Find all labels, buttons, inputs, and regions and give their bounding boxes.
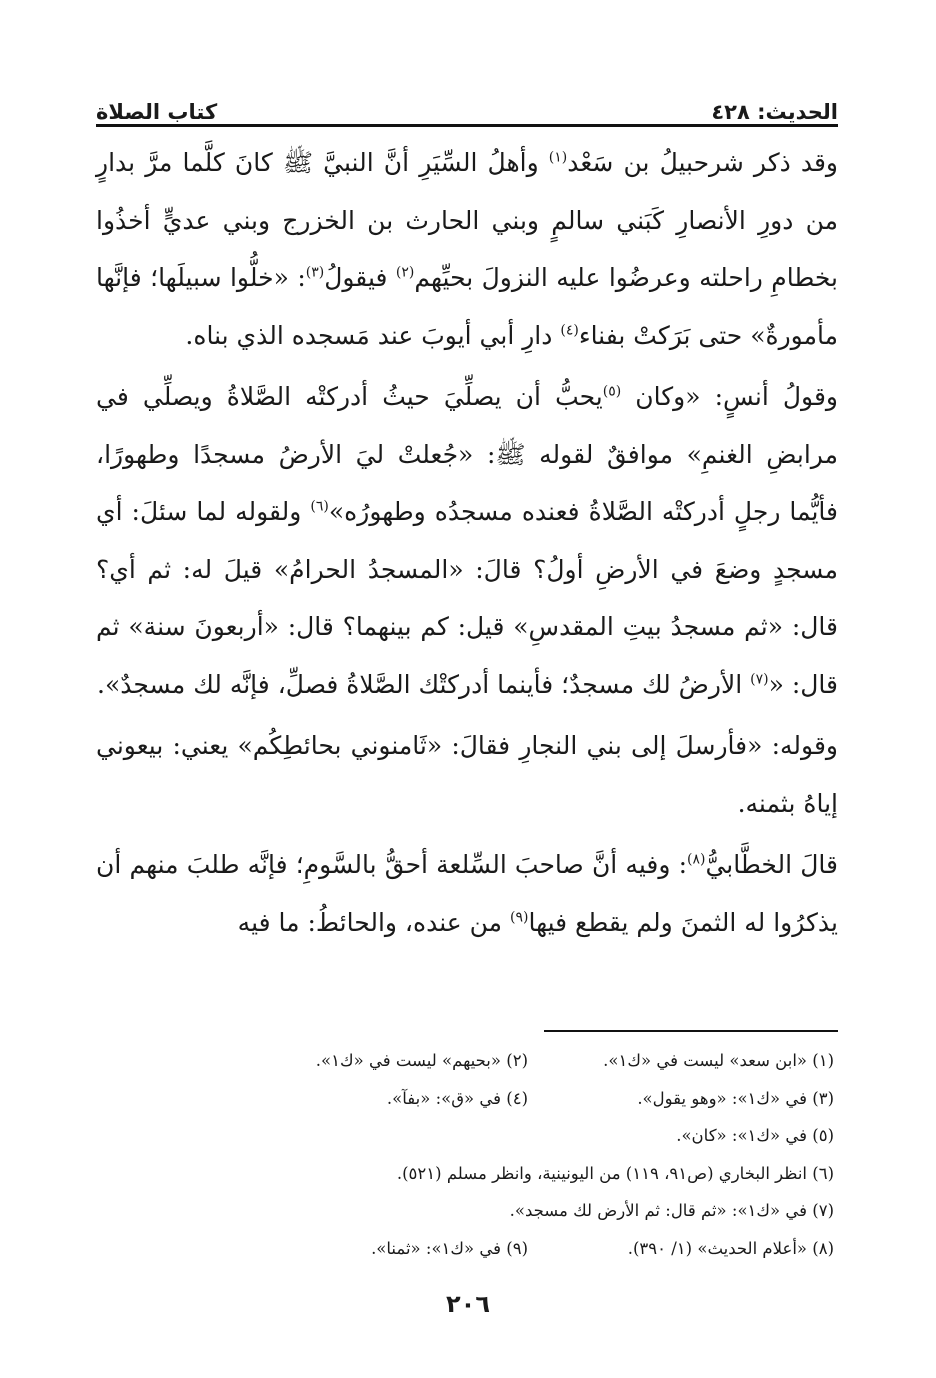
footnote-separator — [544, 1030, 838, 1032]
text-run: من عنده، والحائطُ: ما فيه — [237, 907, 510, 937]
text-run: دارِ أبي أيوبَ عند مَسجده الذي بناه. — [185, 320, 561, 350]
text-run: وقد ذكر شرحبيلُ بن سَعْد — [567, 148, 838, 177]
paragraph — [96, 717, 838, 832]
running-header — [96, 84, 838, 124]
footnote-row — [190, 1080, 834, 1118]
footnote-4: (٤) في «ق»: «بفآ». — [386, 1088, 528, 1108]
footnote-3: (٣) في «ك١»: «وهو يقول». — [637, 1088, 834, 1108]
footnotes — [190, 1042, 834, 1267]
text-run: يحبُّ أن يصلِّيَ حيثُ أدركتْه الصَّلاةُ ويصلِّي في مرابضِ الغنمِ» موافقٌ لقوله ﷺ: «جُعلتْ ليَ الأرضُ مسجدًا وطهورًا، فأيُّما رجلٍ أدركتْه الصَّلاةُ فعنده مسجدُه وطهورُه» — [96, 382, 839, 526]
footnote-9: (٩) في «ك١»: «ثمنا». — [371, 1238, 528, 1258]
footnote-marker: (٦) — [310, 498, 329, 515]
footnote-6: (٦) انظر البخاري (ص٩١، ١١٩) من اليونينية، وانظر مسلم (٥٢١). — [396, 1163, 834, 1183]
text-run: الأرضُ لك مسجدٌ؛ فأينما أدركتْك الصَّلاةُ فصلِّ، فإنَّه لك مسجدٌ». — [97, 669, 751, 699]
footnote-marker: (٥) — [602, 383, 622, 400]
text-run: ولقوله لما سئلَ: أي مسجدٍ وضعَ في الأرضِ أولُ؟ قالَ: «المسجدُ الحرامُ» قيلَ له: ثم أي؟ قال: «ثم مسجدُ بيتِ المقدسِ» قيل: كم بينهما؟ قال: «أربعونَ سنة» ثم قال: « — [96, 497, 838, 699]
paragraph — [96, 368, 838, 713]
paragraph — [96, 836, 838, 951]
footnote-marker: (٨) — [687, 851, 706, 868]
page-number: ٢٠٦ — [446, 1290, 490, 1318]
footnote-row — [190, 1042, 834, 1080]
text-run: : وفيه أنَّ صاحبَ السِّلعة أحقُّ بالسَّومِ؛ فإنَّه طلبَ منهم أن يذكرُوا له الثمنَ ولم يقطع فيها — [96, 850, 838, 937]
book-title: كتاب الصلاة — [96, 100, 218, 124]
hadith-reference: الحديث: ٤٢٨ — [711, 100, 838, 124]
text-run: : «خلُّوا سبيلَها؛ فإنَّها مأمورةٌ» حتى بَرَكتْ بفناء — [96, 263, 838, 350]
text-run: وقوله: «فأرسلَ إلى بني النجارِ فقالَ: «ثَامنوني بحائطِكُم» يعني: بيعوني إياهُ بثمنه. — [96, 731, 838, 818]
text-run: وقولُ أنسٍ: «وكان — [621, 382, 838, 411]
footnote-1: (١) «ابن سعد» ليست في «ك١». — [603, 1051, 834, 1070]
footnote-row — [190, 1230, 834, 1268]
footnote-8: (٨) «أعلام الحديث» (١/ ٣٩٠). — [627, 1238, 834, 1258]
footnote-marker: (٢) — [395, 264, 415, 281]
footnote-marker: (٧) — [750, 671, 769, 688]
text-run: فيقولُ — [324, 263, 396, 292]
footnote-5: (٥) في «ك١»: «كان». — [676, 1126, 834, 1145]
text-run: قالَ الخطَّابيُّ — [705, 850, 838, 879]
text-run: وأهلُ السِّيَرِ أنَّ النبيَّ ﷺ كانَ كلَّما مرَّ بدارٍ من دورِ الأنصارِ كَبَني سالمٍ وبني الحارث بن الخزرج وبني عديٍّ أخذُوا بخطامِ راحلته وعرضُوا عليه النزولَ بحيِّهم — [96, 148, 838, 292]
footnote-7: (٧) في «ك١»: «ثم قال: ثم الأرض لك مسجد». — [509, 1201, 834, 1220]
header-rule — [96, 124, 838, 127]
main-text — [96, 134, 838, 951]
footnote-marker: (٩) — [510, 909, 529, 926]
footnote-marker: (٤) — [560, 322, 579, 339]
footnote-marker: (٣) — [305, 264, 325, 281]
footnote-marker: (١) — [548, 149, 568, 166]
footnote-2: (٢) «بحيهم» ليست في «ك١». — [315, 1051, 528, 1070]
paragraph — [96, 134, 838, 364]
